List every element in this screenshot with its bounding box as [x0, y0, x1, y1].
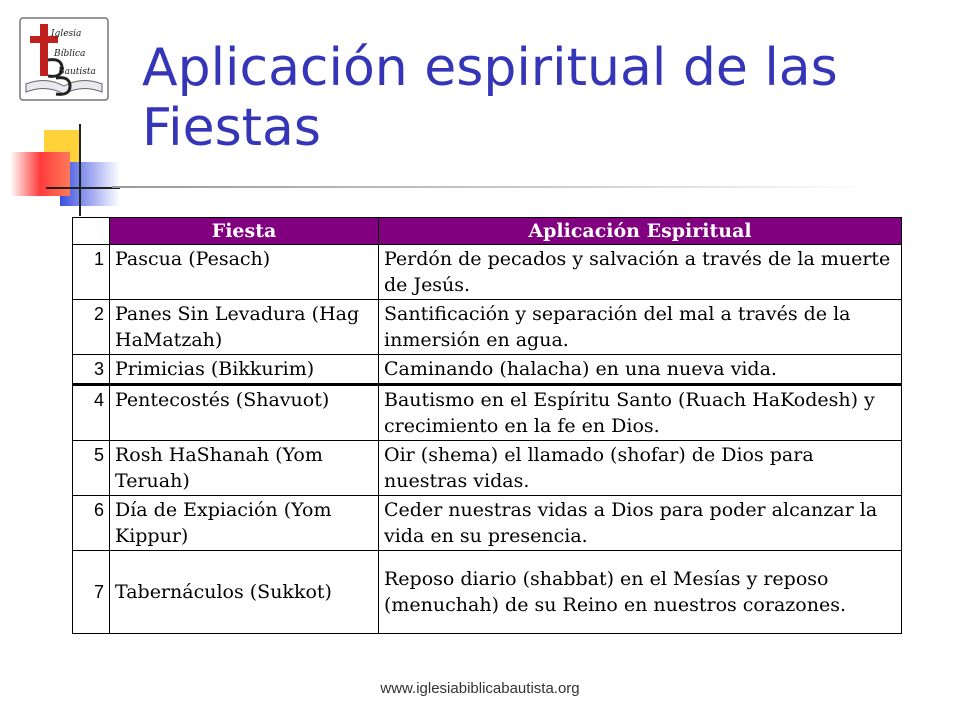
fiesta-name: Primicias (Bikkurim) [110, 355, 379, 385]
row-number: 2 [73, 300, 110, 355]
fiesta-name: Pentecostés (Shavuot) [110, 385, 379, 441]
decorative-squares [0, 120, 150, 220]
aplicacion-text: Ceder nuestras vidas a Dios para poder alcanzar la vida en su presencia. [379, 496, 902, 551]
aplicacion-text: Reposo diario (shabbat) en el Mesías y reposo (menuchah) de su Reino en nuestros corazones. [379, 551, 902, 634]
table-row [73, 245, 902, 300]
table-row [73, 496, 902, 551]
row-number: 6 [73, 496, 110, 551]
header-fiesta: Fiesta [110, 218, 379, 245]
aplicacion-text: Perdón de pecados y salvación a través de la muerte de Jesús. [379, 245, 902, 300]
fiesta-name: Día de Expiación (Yom Kippur) [110, 496, 379, 551]
aplicacion-text: Oir (shema) el llamado (shofar) de Dios para nuestras vidas. [379, 441, 902, 496]
logo-word-1: Iglesia [51, 29, 82, 39]
logo-word-2: Bíblica [54, 49, 86, 59]
fiestas-table [72, 217, 902, 634]
title-underline [112, 186, 872, 188]
aplicacion-text: Santificación y separación del mal a través de la inmersión en agua. [379, 300, 902, 355]
slide-title: Aplicación espiritual de las Fiestas [142, 38, 838, 158]
header-number-cell [73, 218, 110, 245]
logo-word-3: Bautista [58, 67, 96, 77]
table-header-row [73, 218, 902, 245]
table-row [73, 300, 902, 355]
fiesta-name: Tabernáculos (Sukkot) [110, 551, 379, 634]
table-row [73, 385, 902, 441]
church-logo [18, 16, 110, 102]
row-number: 1 [73, 245, 110, 300]
fiesta-name: Pascua (Pesach) [110, 245, 379, 300]
table-row [73, 355, 902, 385]
fiesta-name: Panes Sin Levadura (Hag HaMatzah) [110, 300, 379, 355]
row-number: 4 [73, 385, 110, 441]
table-row [73, 551, 902, 634]
table-row [73, 441, 902, 496]
aplicacion-text: Caminando (halacha) en una nueva vida. [379, 355, 902, 385]
aplicacion-text: Bautismo en el Espíritu Santo (Ruach HaKodesh) y crecimiento en la fe en Dios. [379, 385, 902, 441]
footer-url: www.iglesiabiblicabautista.org [380, 680, 580, 697]
header-aplicacion: Aplicación Espiritual [379, 218, 902, 245]
row-number: 7 [73, 551, 110, 634]
fiesta-name: Rosh HaShanah (Yom Teruah) [110, 441, 379, 496]
row-number: 5 [73, 441, 110, 496]
row-number: 3 [73, 355, 110, 385]
